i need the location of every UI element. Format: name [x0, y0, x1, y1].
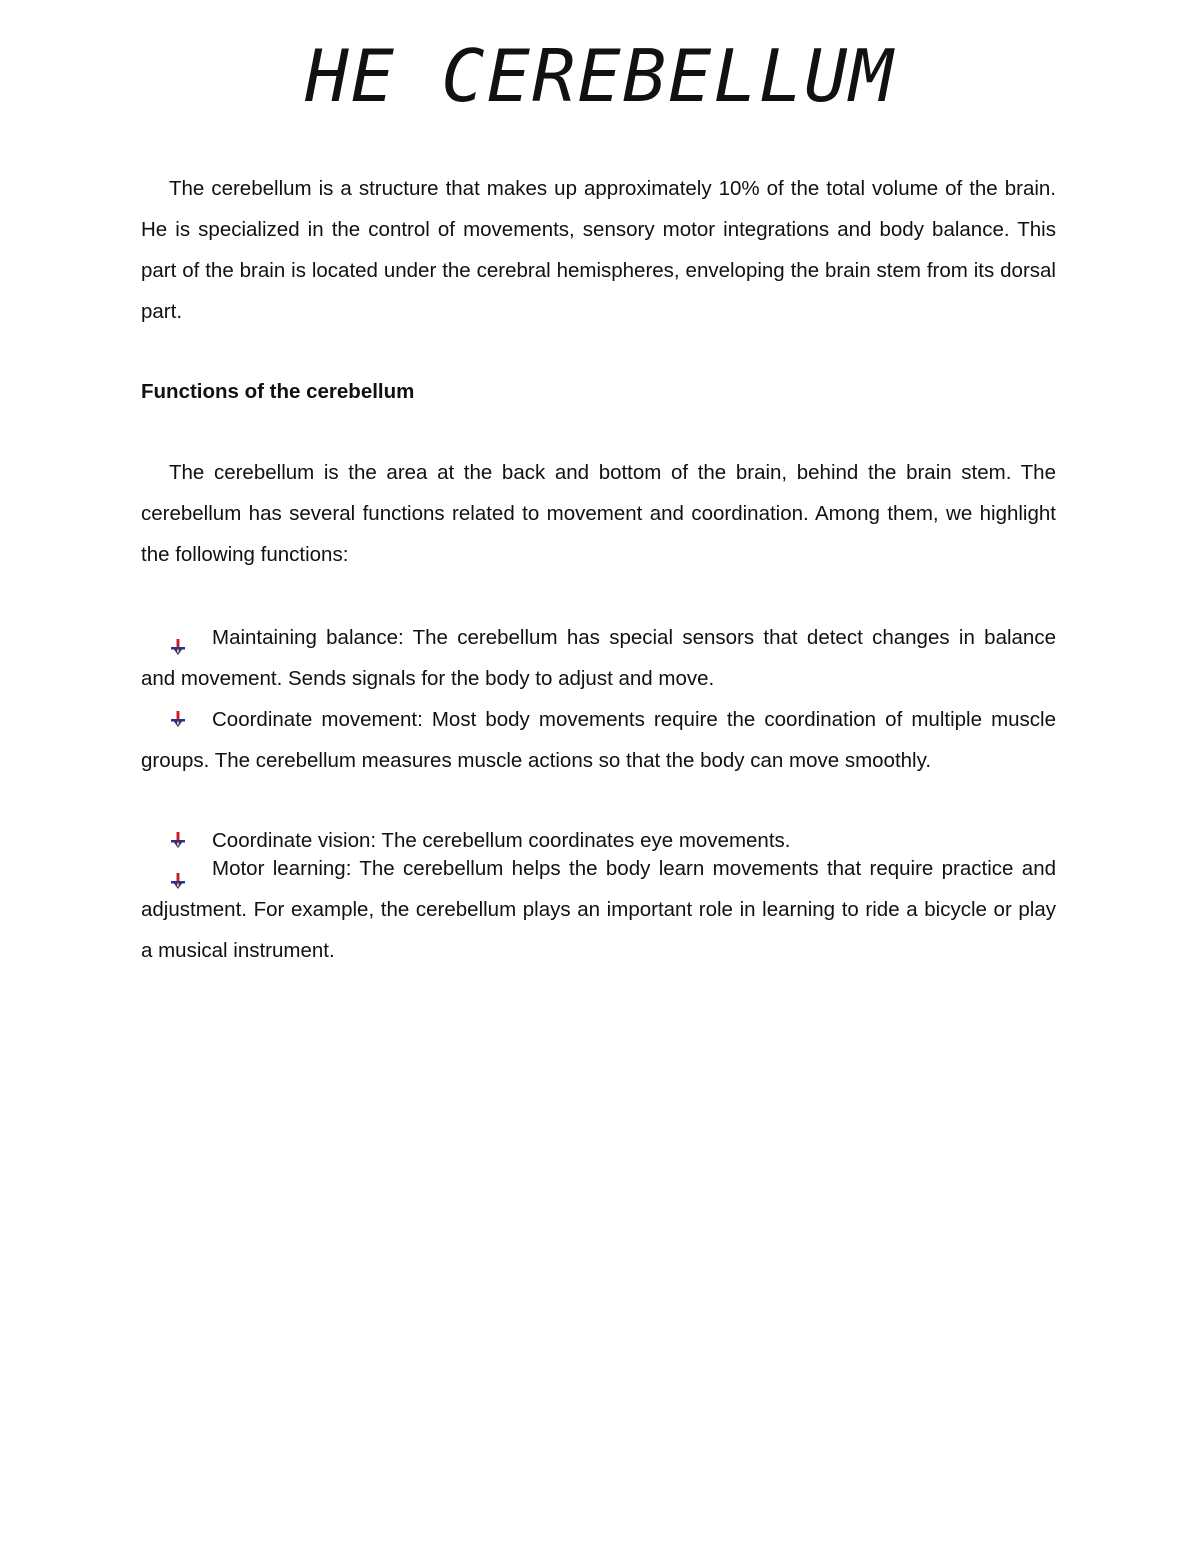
section-heading: Functions of the cerebellum	[141, 380, 415, 403]
bullet-item-maintaining-balance: Maintaining balance: The cerebellum has special sensors that detect changes in balance and movement. Sends signals for the body to adjust and move.	[141, 626, 1056, 690]
bullet-item-coordinate-movement: Coordinate movement: Most body movements require the coordination of multiple muscle groups. The cerebellum measures muscle actions so that the body can move smoothly.	[141, 708, 1056, 772]
intro-paragraph: The cerebellum is a structure that makes up approximately 10% of the total volume of the brain. He is specialized in the control of movements, sensory motor integrations and body balance. This part of the brain is located under the cerebral hemispheres, enveloping the brain stem from its dorsal part.	[141, 177, 1056, 323]
document-title: HE CEREBELLUM	[305, 34, 895, 118]
bullet-item-coordinate-vision: Coordinate vision: The cerebellum coordinates eye movements.	[212, 829, 791, 852]
bullet-item-motor-learning: Motor learning: The cerebellum helps the body learn movements that require practice and adjustment. For example, the cerebellum plays an important role in learning to ride a bicycle or play a musical instrument.	[141, 857, 1056, 962]
functions-paragraph: The cerebellum is the area at the back and bottom of the brain, behind the brain stem. The cerebellum has several functions related to movement and coordination. Among them, we highlight the following functions:	[141, 461, 1056, 566]
